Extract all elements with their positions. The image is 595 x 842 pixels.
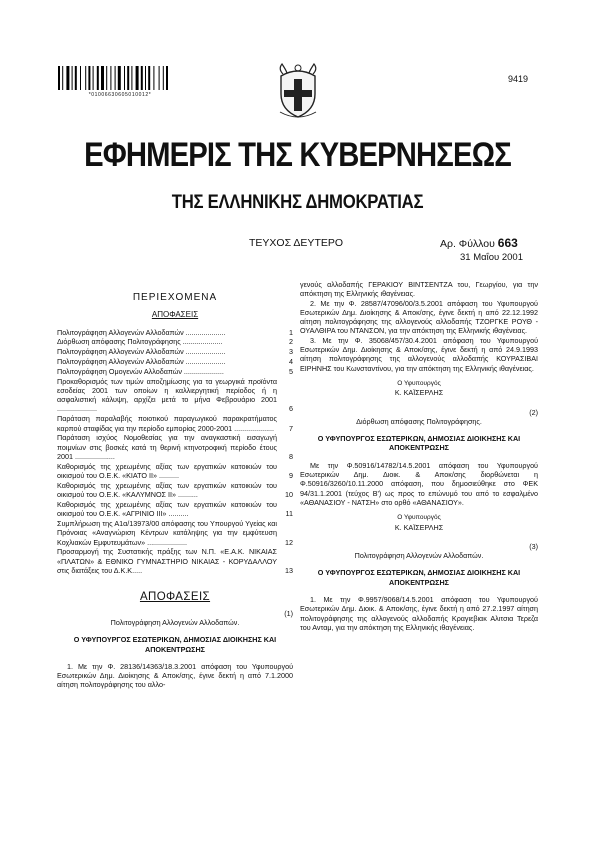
toc-item xyxy=(57,328,293,337)
minister-heading-2: Ο ΥΦΥΠΟΥΡΓΟΣ ΕΣΩΤΕΡΙΚΩΝ, ΔΗΜΟΣΙΑΣ ΔΙΟΙΚΗΣΗΣ ΚΑΙ ΑΠΟΚΕΝΤΡΩΣΗΣ xyxy=(317,434,521,453)
toc-item-page: 11 xyxy=(285,509,293,519)
section-title-2: Διόρθωση απόφασης Πολιτογράφησης. xyxy=(356,416,482,426)
toc-item-page: 5 xyxy=(289,366,293,376)
toc-item xyxy=(57,519,293,547)
toc-item-page: 3 xyxy=(289,347,293,357)
toc-item-text: Πολιτογράφηση Αλλογενών Αλλοδαπών .................... xyxy=(57,327,226,337)
toc-item-text: Πολιτογράφηση Αλλογενών Αλλοδαπών .................... xyxy=(57,347,226,357)
barcode-number: *01006630605010012* xyxy=(88,92,152,98)
signature-role: Ο Υφυπουργός xyxy=(397,514,441,522)
sheet-number xyxy=(440,236,518,250)
page-number: 9419 xyxy=(508,74,529,84)
toc-item-page: 10 xyxy=(285,490,293,500)
toc-item xyxy=(57,357,293,366)
section-3-paragraph-1: 1. Με την Φ.9957/9068/14.5.2001 απόφαση του Υφυπουργού Εσωτερικών Δημ. Διοικ. & Αποκ/σης, έγινε δεκτή η από 27.2.1997 αίτηση πολιτογράφησης της αλλογενούς αλλοδαπής Κραγιεβιακ Αλιτσια Τερεζα του Ανταμ, για την απόκτηση της Ελληνικής ιθαγένειας. xyxy=(300,595,538,632)
signature-name: Κ. ΚΑΪΣΕΡΛΗΣ xyxy=(394,522,444,532)
toc-item-page: 6 xyxy=(289,404,293,414)
toc-item xyxy=(57,433,293,461)
sheet-number-value: 663 xyxy=(497,236,518,250)
toc-item-text: Συμπλήρωση της Α1α/13973/00 απόφασης του Υπουργού Υγείας και Πρόνοιας «Αναγνώριση Κέντρων κατάληψης για την εμφύτευση Κοχλιακών Εμφυτευμάτων» .................... xyxy=(57,519,277,547)
greek-coat-of-arms-icon xyxy=(273,60,323,120)
toc-item-text: Προσαρμογή της Συστατικής πράξης των Ν.Π. «Ε.Α.Κ. ΝΙΚΑΙΑΣ «ΠΛΑΤΩΝ» & ΕΘΝΙΚΟ ΓΥΜΝΑΣΤΗΡΙΟ ΝΙΚΑΙΑΣ - ΚΟΡΥΔΑΛΛΟΥ στις διατάξεις του Δ.Κ.Κ..... xyxy=(57,547,277,576)
toc-item xyxy=(57,462,293,481)
toc-item-page: 13 xyxy=(285,566,293,576)
toc-item xyxy=(57,367,293,376)
toc-item xyxy=(57,414,293,433)
toc-item-text: Καθορισμός της χρεωμένης αξίας των εργατικών κατοικιών του οικισμού του Ο.Ε.Κ. «ΑΓΡΙΝΙΟ ΙΙΙ» .......... xyxy=(57,499,277,519)
toc-item xyxy=(57,481,293,500)
right-column xyxy=(300,280,538,632)
gazette-title: ΕΦΗΜΕΡΙΣ ΤΗΣ ΚΥΒΕΡΝΗΣΕΩΣ xyxy=(84,136,511,174)
barcode-icon xyxy=(58,66,180,90)
toc-item-page: 2 xyxy=(289,337,293,347)
toc-item-page: 4 xyxy=(289,356,293,366)
section-1-paragraph-3: 3. Με την Φ. 35068/457/30.4.2001 απόφαση του Υφυπουργού Εσωτερικών Δημ. Διοίκησης & Αποκ/σης, έγινε δεκτή η από 24.9.1993 αίτηση πολιτογράφησης της αλλογενούς αλλοδαπής ΚΟΥΡΑΣΙΒΑΙ ΕΙΡΗΝΗΣ του Κωνσταντίνου, για την απόκτηση της Ελληνικής ιθαγένειας. xyxy=(300,335,538,373)
toc-item-text: Παράταση ισχύος Νομοθεσίας για την αναγκαστική εισαγωγή ποιμνίων στις βοσκές κατά τη θερινή κτηνοτροφική περίοδο έτους 2001 .................... xyxy=(57,433,277,461)
right-paragraph-continuation: γενούς αλλοδαπής ΓΕΡΑΚΙΟΥ ΒΙΝΤΣΕΝΤΖΑ του, Γεωργίου, για την απόκτηση της Ελληνικής ιθαγένειας. xyxy=(300,280,538,299)
minister-heading-1: Ο ΥΦΥΠΟΥΡΓΟΣ ΕΣΩΤΕΡΙΚΩΝ, ΔΗΜΟΣΙΑΣ ΔΙΟΙΚΗΣΗΣ ΚΑΙ ΑΠΟΚΕΝΤΡΩΣΗΣ xyxy=(73,635,277,654)
toc-item-text: Παράταση παραλαβής ποιοτικού παραγωγικού παρακρατήματος καρπού σταφίδας για την περίοδο εμπορίας 2000-2001 .................... xyxy=(57,414,277,433)
toc-item-page: 7 xyxy=(289,423,293,433)
decisions-heading: ΑΠΟΦΑΣΕΙΣ xyxy=(139,591,211,604)
section-number-1: (1) xyxy=(284,608,293,618)
toc-item xyxy=(57,500,293,519)
toc-item xyxy=(57,547,293,575)
toc-item-text: Καθορισμός της χρεωμένης αξίας των εργατικών κατοικιών του οικισμού του Ο.Ε.Κ. «ΚΙΑΤΟ ΙΙ» .......... xyxy=(57,461,277,481)
minister-heading-3: Ο ΥΦΥΠΟΥΡΓΟΣ ΕΣΩΤΕΡΙΚΩΝ, ΔΗΜΟΣΙΑΣ ΔΙΟΙΚΗΣΗΣ ΚΑΙ ΑΠΟΚΕΝΤΡΩΣΗΣ xyxy=(317,568,521,587)
issue-date: 31 Μαΐου 2001 xyxy=(460,252,523,263)
contents-decisions-heading: ΑΠΟΦΑΣΕΙΣ xyxy=(151,310,199,320)
toc-item xyxy=(57,377,293,414)
toc-item-text: Πολιτογράφηση Αλλογενών Αλλοδαπών .................... xyxy=(57,356,226,366)
toc-item-page: 1 xyxy=(289,327,293,337)
section-2-paragraph-1: Με την Φ.50916/14782/14.5.2001 απόφαση του Υφυπουργού Εσωτερικών Δημ. Διοικ. & Αποκ/σης διορθώνεται η Φ.50916/3260/10.11.2000 απόφαση, που δημοσιεύθηκε στο ΦΕΚ 94/31.1.2001 (τεύχος Β') ως προς το επώνυμό του από το εσφαλμένο «ΑΘΑΝΑΣΙΟΥ - ΝΑΤΣΗ» στο ορθό «ΑΘΑΝΑΣΙΟΥ». xyxy=(300,460,538,507)
section-number-3: (3) xyxy=(529,541,538,551)
toc-item-text: Πολιτογράφηση Ομογενών Αλλοδαπών .................... xyxy=(57,366,224,376)
toc-item-page: 9 xyxy=(289,471,293,481)
signature-block-2 xyxy=(300,513,538,532)
toc-item-page: 8 xyxy=(289,451,293,461)
section-title-3: Πολιτογράφηση Αλλογενών Αλλοδαπών. xyxy=(354,551,484,561)
signature-name: Κ. ΚΑΪΣΕΡΛΗΣ xyxy=(394,388,444,398)
contents-heading: ΠΕΡΙΕΧΟΜΕΝΑ xyxy=(132,292,218,303)
section-title-1: Πολιτογράφηση Αλλογενών Αλλοδαπών. xyxy=(110,617,240,627)
signature-block-1 xyxy=(300,379,538,398)
toc-item-text: Διόρθωση απόφασης Πολιτογράφησης .................... xyxy=(57,337,223,347)
toc-item-text: Καθορισμός της χρεωμένης αξίας των εργατικών κατοικιών του οικισμού του Ο.Ε.Κ. «ΚΑΛΥΜΝΟΣ ΙΙ» .......... xyxy=(57,480,277,500)
issue-label: ΤΕΥΧΟΣ ΔΕΥΤΕΡΟ xyxy=(249,237,344,249)
toc-item-text: Προκαθορισμός των τιμών αποζημίωσης για τα γεωργικά προϊόντα εσοδείας 2001 των οποίων η καλλιεργητική περίοδος ή η ασφαλιστική κάλυψη, αρχίζει μετά το μήνα Φεβρουάριο 2001 .................... xyxy=(57,376,277,414)
left-column xyxy=(57,289,293,690)
section-1-paragraph-2: 2. Με την Φ. 28587/47096/00/3.5.2001 απόφαση του Υφυπουργού Εσωτερικών Δημ. Διοίκησης & Αποκ/σης, έγινε δεκτή η από 22.12.1992 αίτηση πολιτογράφησης της αλλογενούς αλλοδαπής ΤΖΟΡΓΚΕ ΡΟΥΘ - ΟΥΑΛΘΙΡΑ του ΝΤΑΝΣΟΝ, για την απόκτηση της Ελληνικής ιθαγένειας. xyxy=(300,298,538,336)
toc-item-page: 12 xyxy=(285,537,293,547)
section-number-2: (2) xyxy=(529,407,538,417)
toc-item xyxy=(57,347,293,356)
table-of-contents xyxy=(57,328,293,576)
section-1-paragraph-1: 1. Με την Φ. 28136/14363/18.3.2001 απόφαση του Υφυπουργού Εσωτερικών Δημ. Διοίκησης & Αποκ/σης, έγινε δεκτή η από 7.1.2000 αίτηση πολιτογράφησης του αλλο- xyxy=(57,661,293,690)
toc-item xyxy=(57,337,293,346)
gazette-subtitle: ΤΗΣ ΕΛΛΗΝΙΚΗΣ ΔΗΜΟΚΡΑΤΙΑΣ xyxy=(171,192,424,213)
sheet-label: Αρ. Φύλλου xyxy=(440,238,495,250)
signature-role: Ο Υφυπουργός xyxy=(397,379,441,387)
